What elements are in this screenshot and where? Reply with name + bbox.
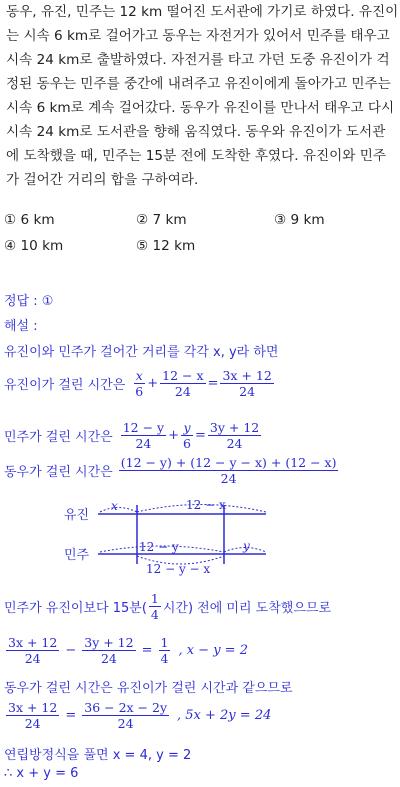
problem-line: 에 도착했을 때, 민주는 15분 전에 도착한 후였다. 유진이와 민주	[6, 148, 386, 164]
solution-intro: 유진이와 민주가 걸어간 거리를 각각 x, y라 하면	[4, 345, 279, 360]
label-yujin: 유진	[64, 508, 90, 523]
same-time-text: 동우가 걸린 시간은 유진이가 걸린 시간과 같으므로	[4, 681, 293, 696]
choice-2[interactable]: ② 7 km	[136, 212, 187, 228]
solution-header: 해설 :	[4, 319, 38, 334]
problem-line: 시속 24 km로 출발하였다. 자전거를 타고 가던 도중 유진이가 걱	[6, 52, 390, 68]
minju-time-row: 민주가 걸린 시간은 $\frac{12 - y}{24}$ + $\frac{y}{6}$ = $\frac{3y + 12}{24}$	[4, 419, 260, 451]
yujin-time-label: 유진이가 걸린 시간은	[4, 377, 126, 393]
dongwoo-time-label: 동우가 걸린 시간은	[4, 464, 113, 480]
problem-line: 시속 24 km로 도서관을 향해 움직였다. 동우와 유진이가 도서관	[6, 124, 386, 140]
fraction: $\frac{12 - x}{24}$	[162, 367, 204, 399]
label-x: x	[111, 499, 118, 513]
fraction: $\frac{12 - y}{24}$	[122, 419, 165, 451]
equation-2: $\frac{3x + 12}{24}$ = $\frac{36 - 2x - 2y}{24}$ , 5x + 2y = 24	[8, 699, 272, 731]
conclusion: ∴ x + y = 6	[4, 766, 79, 781]
equation-1: $\frac{3x + 12}{24}$ − $\frac{3y + 12}{24}$ = $\frac{1}{4}$ , x − y = 2	[8, 634, 248, 666]
problem-line: 가 걸어간 거리의 합을 구하여라.	[6, 172, 199, 188]
problem-line: 는 시속 6 km로 걸어가고 동우는 자전거가 있어서 민주를 태우고	[6, 28, 390, 44]
choice-4[interactable]: ④ 10 km	[4, 238, 64, 254]
choice-1[interactable]: ① 6 km	[4, 212, 55, 228]
fraction: $\frac{36 - 2x - 2y}{24}$	[84, 699, 168, 731]
minju-time-label: 민주가 걸린 시간은	[4, 429, 113, 445]
fraction: $\frac{y}{6}$	[183, 419, 191, 451]
dongwoo-time-row	[4, 452, 340, 488]
label-minju: 민주	[64, 548, 90, 563]
fraction: $\frac{3y + 12}{24}$	[209, 419, 260, 451]
yujin-time-row: 유진이가 걸린 시간은 $\frac{x}{6}$ + $\frac{12 - x}{24}$ = $\frac{3x + 12}{24}$	[4, 367, 272, 399]
label-y: y	[243, 539, 250, 553]
label-12-minus-y: 12 − y	[139, 540, 179, 554]
fraction: $\frac{x}{6}$	[135, 367, 144, 399]
label-12-minus-x: 12 − x	[186, 498, 226, 512]
choice-3[interactable]: ③ 9 km	[274, 212, 325, 228]
distance-diagram	[0, 492, 400, 582]
fraction: $\frac{1}{4}$	[160, 634, 169, 666]
fraction: $\frac{3x + 12}{24}$	[8, 634, 58, 666]
fraction-quarter: $\frac{1}{4}$	[150, 590, 159, 622]
fraction: $\frac{3x + 12}{24}$	[8, 699, 58, 731]
label-12-minus-y-minus-x: 12 − y − x	[146, 562, 211, 576]
problem-line: 시속 6 km로 계속 걸어갔다. 동우가 유진이를 만나서 태우고 다시	[6, 100, 395, 116]
problem-line: 정된 동우는 민주를 중간에 내려주고 유진이에게 돌아가고 민주는	[6, 76, 391, 92]
arc-x	[100, 508, 137, 513]
fraction: $\frac{(12 - y) + (12 - y - x) + (12 - x)}{24}$	[120, 454, 337, 486]
choice-5[interactable]: ⑤ 12 km	[136, 238, 196, 254]
fraction: $\frac{3y + 12}{24}$	[84, 634, 134, 666]
early-arrival-row: 민주가 유진이보다 15분( $\frac{1}{4}$ 시간) 전에 미리 도착했으므로	[4, 590, 332, 622]
answer: 정답 : ①	[4, 294, 54, 309]
system-solution: 연립방정식을 풀면 x = 4, y = 2	[4, 748, 192, 763]
fraction: $\frac{3x + 12}{24}$	[222, 367, 272, 399]
problem-line: 동우, 유진, 민주는 12 km 떨어진 도서관에 가기로 하였다. 유진이	[6, 4, 399, 20]
